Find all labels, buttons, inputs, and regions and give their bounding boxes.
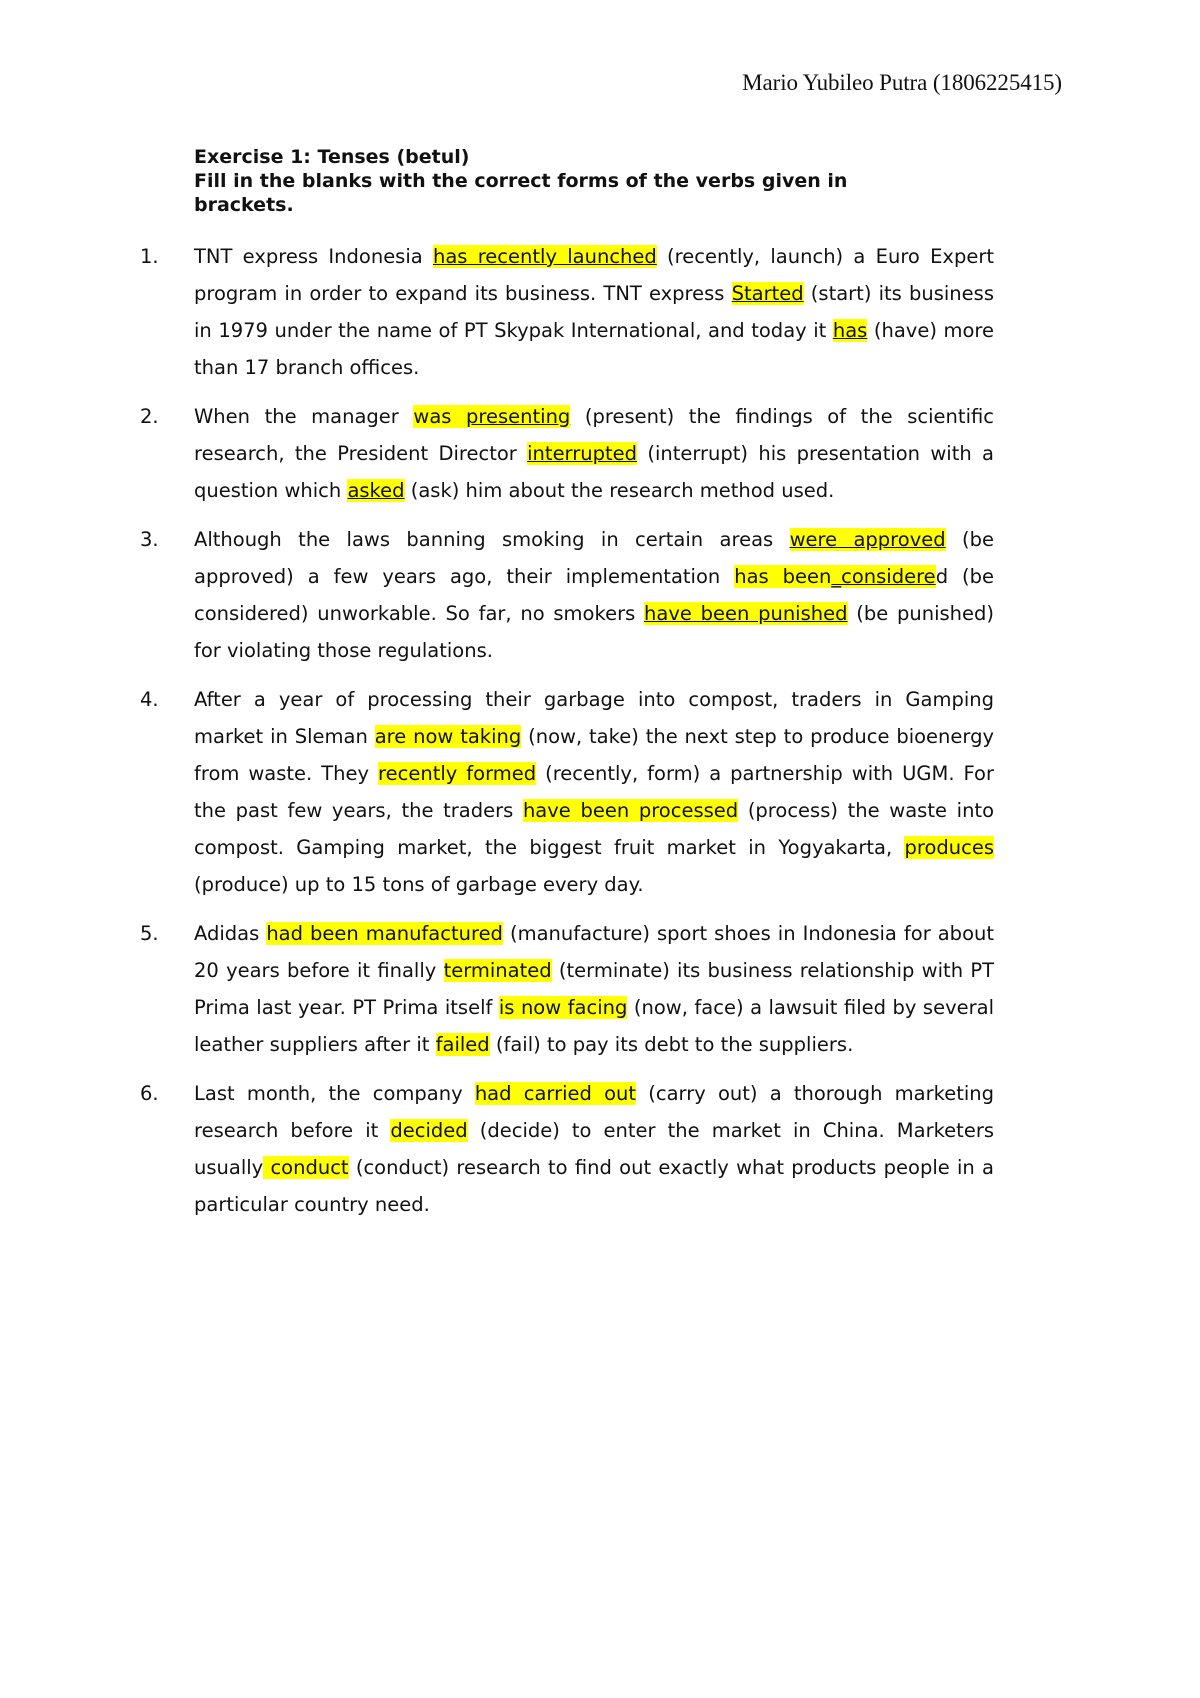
question-text: (present) the findings of the scientific research, the President Director xyxy=(194,405,994,465)
exercise-item xyxy=(140,398,994,509)
answer-highlight: had been manufactured xyxy=(266,922,503,945)
exercise-item xyxy=(140,521,994,669)
question-text: TNT express Indonesia xyxy=(194,245,433,268)
exercise-item xyxy=(140,238,994,386)
exercise-item xyxy=(140,681,994,903)
item-number: 3. xyxy=(140,528,159,551)
question-text: After a year of processing their garbage into compost, traders in Gamping market in Sleman xyxy=(194,688,994,748)
question-text: Although the laws banning smoking in certain areas xyxy=(194,528,790,551)
item-text xyxy=(194,405,994,502)
question-text: (now, take) the next step to produce bioenergy from waste. They xyxy=(194,725,995,785)
question-text: (recently, form) a partnership with UGM. For the past few years, the traders xyxy=(194,762,994,822)
answer-highlight: had carried out xyxy=(474,1082,637,1105)
answer-highlight: failed xyxy=(435,1033,490,1056)
question-text: (fail) to pay its debt to the suppliers. xyxy=(489,1033,854,1056)
answer-highlight: were approved xyxy=(789,528,946,551)
answer-highlight: have been punished xyxy=(644,602,848,625)
question-text: (carry out) a thorough marketing research before it xyxy=(194,1082,994,1142)
answer-highlight: conduct xyxy=(263,1156,349,1179)
question-text: (interrupt) his presentation with a question which xyxy=(194,442,994,502)
question-text: (process) the waste into compost. Gamping market, the biggest fruit market in Yogyakarta, xyxy=(194,799,994,859)
answer-highlight: _considere xyxy=(831,565,936,588)
answer-highlight: presenting xyxy=(466,405,571,428)
answer-highlight: are now taking xyxy=(374,725,522,748)
answer-highlight: interrupted xyxy=(527,442,638,465)
question-text: (conduct) research to find out exactly what products people in a particular country need. xyxy=(194,1156,994,1216)
exercise-title: Exercise 1: Tenses (betul) xyxy=(194,146,470,168)
question-text: (produce) up to 15 tons of garbage every day. xyxy=(194,873,644,896)
answer-highlight: was xyxy=(413,405,467,428)
answer-highlight: produces xyxy=(904,836,994,859)
question-text: (start) its business in 1979 under the name of PT Skypak International, and today it xyxy=(194,282,994,342)
answer-highlight: asked xyxy=(347,479,405,502)
answer-highlight: have been processed xyxy=(522,799,739,822)
exercise-item xyxy=(140,1075,994,1223)
item-text xyxy=(194,688,994,896)
answer-highlight: is now facing xyxy=(498,996,628,1019)
answer-highlight: terminated xyxy=(443,959,552,982)
item-text xyxy=(194,528,994,662)
question-text: (ask) him about the research method used. xyxy=(404,479,835,502)
question-text: (be approved) a few years ago, their implementation xyxy=(194,528,994,588)
question-text: When the manager xyxy=(194,405,414,428)
question-text: (be punished) for violating those regulations. xyxy=(194,602,994,662)
answer-highlight: recently formed xyxy=(378,762,537,785)
exercise-list xyxy=(140,238,994,1235)
answer-highlight: has recently launched xyxy=(432,245,657,268)
author-name: Mario Yubileo Putra (1806225415) xyxy=(742,70,1062,95)
item-text xyxy=(194,1082,994,1216)
item-text xyxy=(194,922,994,1056)
answer-highlight: Started xyxy=(731,282,804,305)
answer-highlight: decided xyxy=(390,1119,468,1142)
item-number: 4. xyxy=(140,688,159,711)
answer-highlight: has xyxy=(832,319,868,342)
question-text: d (be considered) unworkable. So far, no smokers xyxy=(194,565,994,625)
question-text: (have) more than 17 branch offices. xyxy=(194,319,994,379)
item-number: 1. xyxy=(140,245,159,268)
answer-highlight: has been xyxy=(734,565,832,588)
item-number: 6. xyxy=(140,1082,159,1105)
exercise-heading xyxy=(194,145,914,217)
question-text: (manufacture) sport shoes in Indonesia for about 20 years before it finally xyxy=(194,922,994,982)
question-text: Adidas xyxy=(194,922,267,945)
item-number: 2. xyxy=(140,405,159,428)
exercise-item xyxy=(140,915,994,1063)
item-text xyxy=(194,245,994,379)
question-text: (terminate) its business relationship with PT Prima last year. PT Prima itself xyxy=(194,959,994,1019)
question-text: (now, face) a lawsuit filed by several leather suppliers after it xyxy=(194,996,994,1056)
question-text: (recently, launch) a Euro Expert program in order to expand its business. TNT express xyxy=(194,245,995,305)
question-text: (decide) to enter the market in China. Marketers usually xyxy=(194,1119,994,1179)
exercise-instructions: Fill in the blanks with the correct forms of the verbs given in brackets. xyxy=(194,170,848,216)
item-number: 5. xyxy=(140,922,159,945)
question-text: Last month, the company xyxy=(194,1082,475,1105)
